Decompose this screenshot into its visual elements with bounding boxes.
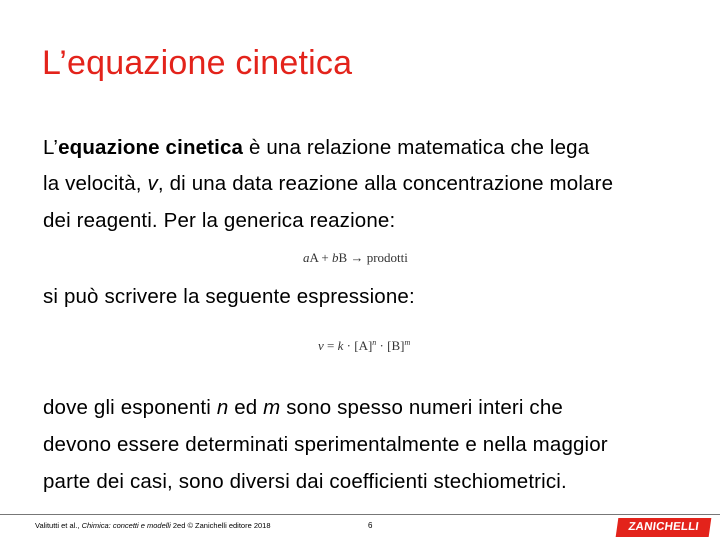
reaction-equation bbox=[303, 250, 408, 266]
authors: Valitutti et al., bbox=[35, 521, 82, 530]
text: ed bbox=[228, 396, 264, 419]
footer-divider bbox=[0, 514, 720, 515]
arrow-icon: → bbox=[347, 250, 367, 265]
products: prodotti bbox=[366, 250, 408, 265]
paragraph-line: parte dei casi, sono diversi dai coefficienti stechiometrici. bbox=[43, 470, 567, 493]
exponent-n: n bbox=[372, 338, 377, 347]
footer-citation bbox=[35, 521, 271, 530]
zanichelli-logo: ZANICHELLI bbox=[616, 518, 712, 537]
text: sono spesso numeri interi che bbox=[280, 396, 563, 419]
italic-variable: n bbox=[216, 396, 229, 419]
paragraph-line bbox=[43, 138, 589, 158]
paragraph-line: devono essere determinati sperimentalmente e nella maggior bbox=[43, 433, 608, 456]
equals: = bbox=[323, 338, 338, 353]
species-b: B bbox=[338, 250, 348, 265]
text: la velocità, bbox=[43, 172, 148, 195]
species-a: A + bbox=[309, 250, 333, 265]
coef-b: b bbox=[332, 250, 339, 265]
rate-constant: k bbox=[337, 338, 344, 353]
text: , di una data reazione alla concentrazione molare bbox=[157, 172, 614, 195]
slide-title: L’equazione cinetica bbox=[42, 44, 353, 82]
text: L’ bbox=[43, 136, 59, 159]
italic-variable: v bbox=[147, 172, 158, 195]
page-number: 6 bbox=[368, 521, 373, 530]
rate-equation bbox=[318, 338, 410, 354]
italic-variable: m bbox=[263, 396, 281, 419]
conc-b: · [B] bbox=[376, 338, 405, 353]
book-title: Chimica: concetti e modelli bbox=[81, 521, 171, 530]
paragraph-line bbox=[43, 174, 613, 194]
coef-a: a bbox=[303, 250, 310, 265]
paragraph-line: dei reagenti. Per la generica reazione: bbox=[43, 209, 396, 232]
paragraph-line: si può scrivere la seguente espressione: bbox=[43, 285, 415, 308]
text: dove gli esponenti bbox=[43, 396, 217, 419]
bold-term: equazione cinetica bbox=[58, 136, 244, 159]
text: è una relazione matematica che lega bbox=[243, 136, 590, 159]
edition: 2ed © Zanichelli editore 2018 bbox=[170, 521, 271, 530]
rate-v: v bbox=[318, 338, 324, 353]
exponent-m: m bbox=[404, 338, 411, 347]
paragraph-line bbox=[43, 398, 563, 418]
conc-a: · [A] bbox=[343, 338, 373, 353]
